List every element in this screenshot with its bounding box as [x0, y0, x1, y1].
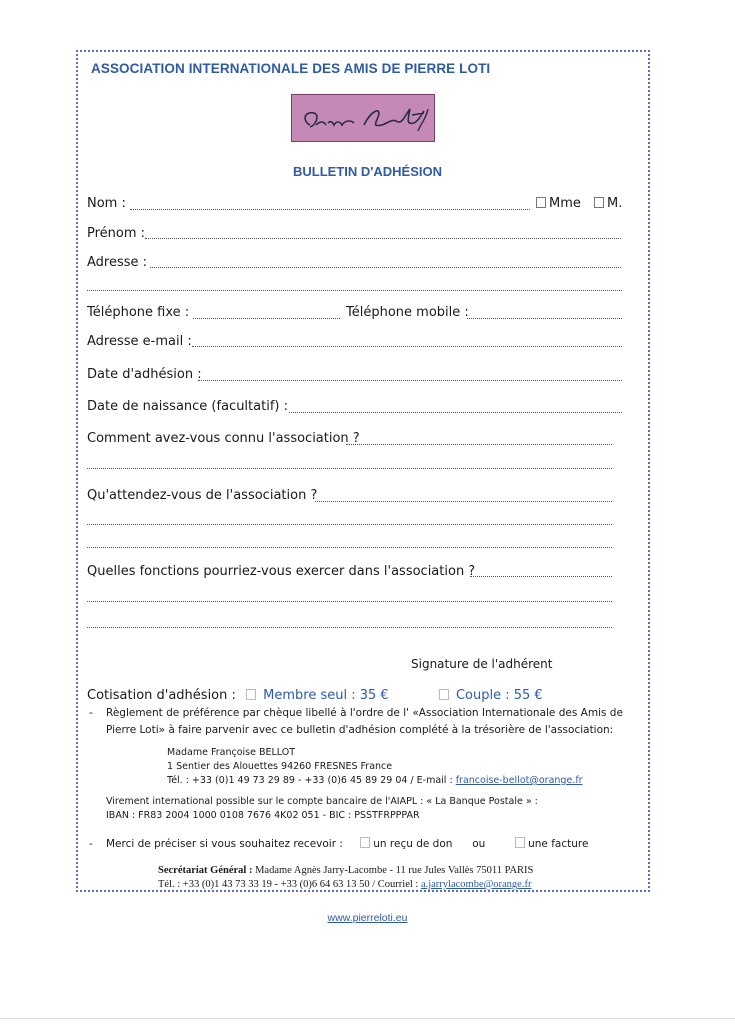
- secretariat-line-2: [158, 878, 531, 891]
- fonctions-input-line-2[interactable]: [87, 601, 612, 602]
- attendez-input-line-3[interactable]: [87, 547, 612, 548]
- cotisation-label: Cotisation d'adhésion :: [87, 688, 236, 703]
- virement-line-1: Virement international possible sur le compte bancaire de l'AIAPL : « La Banque Postale » :: [106, 796, 538, 807]
- tresoriere-name: Madame Françoise BELLOT: [167, 747, 296, 758]
- mme-checkbox[interactable]: [536, 197, 546, 208]
- mme-label: Mme: [549, 196, 581, 211]
- virement-line-2: IBAN : FR83 2004 1000 0108 7676 4K02 051 - BIC : PSSTFRPPPAR: [106, 810, 420, 821]
- reglement-bullet: -: [89, 707, 93, 719]
- membre-seul-label: Membre seul : 35 €: [263, 688, 389, 703]
- m-option[interactable]: [594, 196, 622, 211]
- adresse-label: Adresse :: [87, 255, 148, 270]
- tresoriere-contact: [167, 774, 583, 788]
- prenom-input-line[interactable]: [145, 238, 621, 239]
- secretariat-line-1: [158, 864, 533, 877]
- secretariat-label: Secrétariat Général :: [158, 865, 253, 876]
- tel-fixe-input-line[interactable]: [193, 318, 340, 319]
- m-label: M.: [607, 196, 623, 211]
- nom-input-line[interactable]: [130, 209, 530, 210]
- attendez-label: Qu'attendez-vous de l'association ?: [87, 488, 318, 503]
- facture-checkbox[interactable]: [515, 837, 525, 848]
- secretariat-address: Madame Agnès Jarry-Lacombe - 11 rue Jules Vallès 75011 PARIS: [252, 865, 534, 876]
- email-input-line[interactable]: [192, 346, 622, 347]
- signature-label: Signature de l'adhérent: [411, 657, 553, 671]
- connu-input-line[interactable]: [346, 444, 612, 445]
- secretariat-tel: Tél. : +33 (0)1 43 73 33 19 - +33 (0)6 64 63 13 50 / Courriel :: [158, 879, 419, 890]
- cotisation-row: [87, 688, 543, 703]
- tresoriere-address: 1 Sentier des Alouettes 94260 FRESNES France: [167, 761, 393, 772]
- date-naissance-input-line[interactable]: [289, 412, 622, 413]
- date-adhesion-input-line[interactable]: [198, 380, 622, 381]
- tresoriere-email-link[interactable]: francoise-bellot@orange.fr: [455, 775, 583, 786]
- recevoir-label: Merci de préciser si vous souhaitez recevoir :: [106, 838, 343, 850]
- association-title: ASSOCIATION INTERNATIONALE DES AMIS DE PIERRE LOTI: [91, 61, 491, 76]
- adresse-input-line[interactable]: [150, 267, 621, 268]
- pierre-loti-signature-logo: [291, 94, 435, 142]
- couple-checkbox[interactable]: [439, 689, 449, 700]
- m-checkbox[interactable]: [594, 197, 604, 208]
- fonctions-label: Quelles fonctions pourriez-vous exercer dans l'association ?: [87, 564, 476, 579]
- couple-label: Couple : 55 €: [455, 688, 543, 703]
- adresse-input-line-2[interactable]: [87, 290, 622, 291]
- website-link[interactable]: www.pierreloti.eu: [327, 912, 408, 924]
- email-label: Adresse e-mail :: [87, 334, 192, 349]
- form-title: BULLETIN D'ADHÉSION: [293, 164, 442, 179]
- tel-fixe-label: Téléphone fixe :: [87, 305, 190, 320]
- reglement-line-1: Règlement de préférence par chèque libellé à l'ordre de l' «Association Internationale des Amis de: [106, 707, 623, 719]
- tel-mobile-input-line[interactable]: [467, 318, 622, 319]
- ou-label: ou: [472, 838, 486, 850]
- date-naissance-label: Date de naissance (facultatif) :: [87, 399, 288, 414]
- attendez-input-line-2[interactable]: [87, 524, 612, 525]
- nom-label: Nom :: [87, 196, 126, 211]
- mme-option[interactable]: [536, 196, 581, 211]
- scan-edge: [0, 1018, 735, 1019]
- fonctions-input-line-3[interactable]: [87, 627, 612, 628]
- attendez-input-line[interactable]: [315, 501, 612, 502]
- facture-label: une facture: [528, 838, 589, 850]
- reglement-line-2: Pierre Loti» à faire parvenir avec ce bulletin d'adhésion complété à la trésorière de l'association:: [106, 724, 614, 736]
- connu-label: Comment avez-vous connu l'association ?: [87, 431, 360, 446]
- tel-mobile-label: Téléphone mobile :: [346, 305, 469, 320]
- secretariat-email-link[interactable]: a.jarrylacombe@orange.fr: [420, 879, 532, 890]
- membre-seul-checkbox[interactable]: [246, 689, 256, 700]
- recevoir-bullet: -: [89, 838, 93, 850]
- recu-checkbox[interactable]: [360, 837, 370, 848]
- tresoriere-tel: Tél. : +33 (0)1 49 73 29 89 - +33 (0)6 45 89 29 04 / E-mail :: [167, 775, 453, 786]
- fonctions-input-line[interactable]: [470, 576, 612, 577]
- recevoir-row: [106, 836, 588, 853]
- date-adhesion-label: Date d'adhésion :: [87, 367, 202, 382]
- prenom-label: Prénom :: [87, 226, 146, 241]
- connu-input-line-2[interactable]: [87, 468, 612, 469]
- recu-label: un reçu de don: [373, 838, 453, 850]
